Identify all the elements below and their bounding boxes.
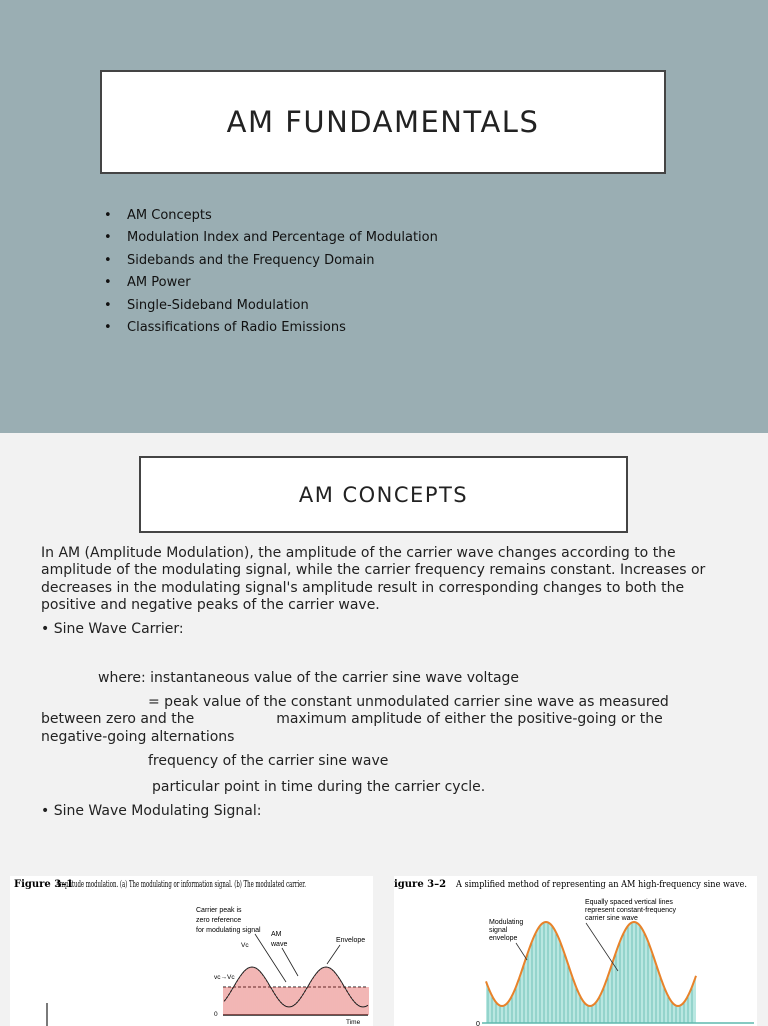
figure-caption: Amplitude modulation. (a) The modulating or information signal. (b) The modulated carrier. <box>55 879 306 890</box>
topic-item <box>104 250 438 272</box>
label-envelope-3: envelope <box>489 935 518 942</box>
where-line: where: instantaneous value of the carrier sine wave voltage <box>98 670 520 686</box>
peak-line-3: negative-going alternations <box>41 728 235 745</box>
title-box <box>139 456 628 533</box>
time-line: particular point in time during the carrier cycle. <box>152 779 486 795</box>
topic-item <box>104 317 438 339</box>
frequency-line: frequency of the carrier sine wave <box>148 753 389 769</box>
bullet-sine-wave-modulating: • Sine Wave Modulating Signal: <box>41 803 262 819</box>
label-carrier-peak-2: zero reference <box>196 917 242 924</box>
figure-3-1-image <box>10 876 373 1026</box>
label-zero: 0 <box>476 1021 480 1026</box>
label-vertical-lines-3: carrier sine wave <box>585 915 638 922</box>
topic-label: Single-Sideband Modulation <box>127 297 309 313</box>
peak-line-2 <box>41 711 731 728</box>
label-am-wave-1: AM <box>271 931 282 938</box>
topic-item <box>104 227 438 249</box>
slide-am-fundamentals <box>0 0 768 433</box>
label-envelope: Envelope <box>336 937 366 944</box>
pointer-line <box>516 943 527 960</box>
pointer-line <box>282 948 298 976</box>
topic-item <box>104 295 438 317</box>
figure-number: igure 3–2 <box>394 879 447 890</box>
figure-number: Figure 3–1 <box>14 879 74 890</box>
peak-line-2b: maximum amplitude of either the positive-going or the <box>276 711 663 728</box>
label-vc-vm: vc→Vc <box>214 974 235 981</box>
peak-definition <box>41 694 731 746</box>
figure-3-1 <box>10 876 373 1026</box>
figure-3-2 <box>394 876 757 1026</box>
carrier-fill <box>486 922 696 1023</box>
title-box <box>100 70 666 174</box>
intro-paragraph: In AM (Amplitude Modulation), the amplitude of the carrier wave changes according to the amplitude of the modulating signal, while the carrier frequency remains constant. Increases or decreases in the modulating signal's amplitude result in corresponding changes to both the positive and negative peaks of the carrier wave. <box>41 545 706 614</box>
peak-line-1: = peak value of the constant unmodulated carrier sine wave as measured <box>148 694 669 710</box>
bullet-icon: • <box>104 252 112 268</box>
topic-item <box>104 272 438 294</box>
label-zero: 0 <box>214 1011 218 1018</box>
label-am-wave-2: wave <box>271 941 288 948</box>
topic-label: AM Concepts <box>127 208 212 223</box>
bullet-icon: • <box>104 297 112 313</box>
pointer-line <box>327 945 340 964</box>
peak-line-2a: between zero and the <box>41 711 195 728</box>
topic-item <box>104 205 438 227</box>
label-carrier-peak-3: for modulating signal <box>196 927 261 934</box>
label-envelope-2: signal <box>489 927 508 934</box>
label-envelope-1: Modulating <box>489 919 524 926</box>
topic-label: AM Power <box>127 275 191 291</box>
figure-caption: A simplified method of representing an AM high-frequency sine wave. <box>455 879 747 890</box>
pointer-line <box>586 923 618 971</box>
bullet-sine-wave-carrier: • Sine Wave Carrier: <box>41 621 184 637</box>
bullet-icon: • <box>104 208 112 223</box>
slide-title: AM FUNDAMENTALS <box>226 105 540 139</box>
topic-label: Modulation Index and Percentage of Modulation <box>127 230 438 246</box>
topic-list <box>104 205 438 339</box>
label-vc: Vc <box>241 942 249 949</box>
topic-label: Sidebands and the Frequency Domain <box>127 252 375 268</box>
topic-label: Classifications of Radio Emissions <box>127 320 346 336</box>
bullet-icon: • <box>104 320 112 336</box>
carrier-lines <box>486 922 696 1023</box>
label-vertical-lines-2: represent constant-frequency <box>585 907 677 914</box>
label-carrier-peak-1: Carrier peak is <box>196 907 242 914</box>
bullet-icon: • <box>104 275 112 291</box>
label-vertical-lines-1: Equally spaced vertical lines <box>585 899 673 906</box>
slide-am-concepts <box>0 433 768 1024</box>
bullet-icon: • <box>104 230 112 246</box>
label-time: Time <box>346 1019 361 1026</box>
figure-3-2-image <box>394 876 757 1026</box>
slide-title: AM CONCEPTS <box>298 482 469 507</box>
